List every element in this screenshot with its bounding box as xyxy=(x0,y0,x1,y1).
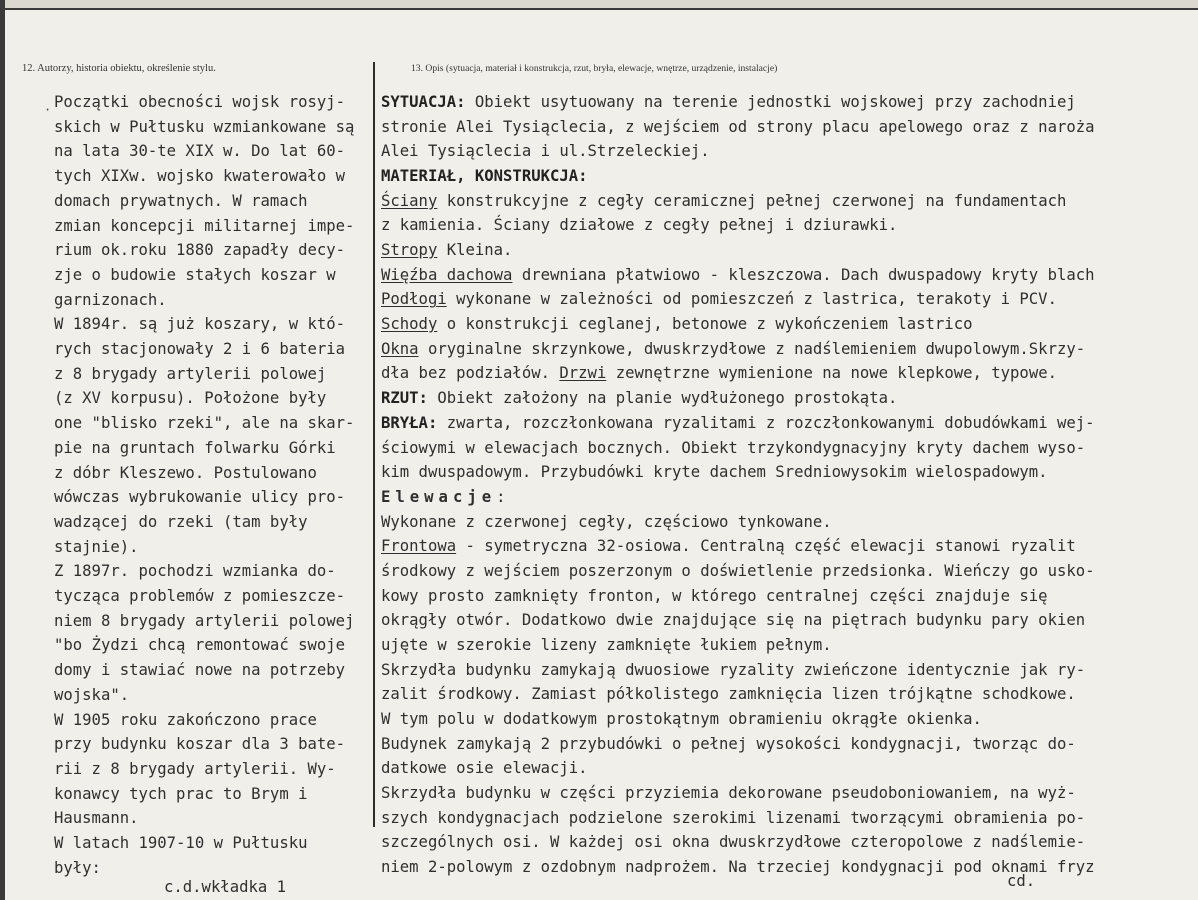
line-text: ściowymi w elewacjach bocznych. Obiekt trzykondygnacyjny kryty dachem wyso- xyxy=(381,438,1086,457)
history-line: W 1905 roku zakończono prace xyxy=(54,710,317,729)
history-line: rium ok.roku 1880 zapadły decy- xyxy=(54,241,346,260)
line-text: W tym polu w dodatkowym prostokątnym obramieniu okrągłe okienka. xyxy=(381,710,982,728)
line-text: Obiekt usytuowany na terenie jednostki wojskowej przy zachodniej xyxy=(465,93,1076,111)
description-line xyxy=(381,240,512,260)
history-line: wojska". xyxy=(54,685,130,704)
history-line: stajnie). xyxy=(54,537,139,556)
description-line xyxy=(381,660,1085,680)
history-line: (z XV korpusu). Położone były xyxy=(54,389,327,408)
line-text: zalit środkowy. Zamiast półkolistego zamknięcia lizen trójkątne schodkowe. xyxy=(381,685,1076,704)
bullet-mark: · xyxy=(44,103,52,117)
history-line: tych XIXw. wojsko kwaterowało w xyxy=(54,167,346,186)
history-line: one "blisko rzeki", ale na skar- xyxy=(54,414,355,433)
description-line xyxy=(381,289,1057,309)
description-line xyxy=(381,413,1095,433)
description-line xyxy=(381,808,1085,828)
description-line xyxy=(381,561,1095,581)
line-text: drewniana płatwiowo - kleszczowa. Dach dwuspadowy kryty blach xyxy=(512,265,1095,284)
history-line: wówczas wybrukowanie ulicy pro- xyxy=(54,488,346,507)
history-line: przy budynku koszar dla 3 bate- xyxy=(54,735,346,754)
history-line: Hausmann. xyxy=(54,809,139,828)
line-text: wykonane w zależności od pomieszczeń z lastrica, terakoty i PCV. xyxy=(446,290,1057,309)
underlined-term: Stropy xyxy=(381,241,438,260)
description-line xyxy=(381,92,1076,112)
underlined-term: Więźba dachowa xyxy=(381,265,513,284)
line-text: stronie Alei Tysiąclecia, z wejściem od strony placu apelowego oraz z naroża xyxy=(381,117,1095,136)
description-line xyxy=(381,265,1095,285)
section-label: SYTUACJA: xyxy=(381,93,466,111)
history-line: tycząca problemów z pomieszcze- xyxy=(54,587,346,605)
section-13-heading: 13. Opis (sytuacja, materiał i konstrukcja, rzut, bryła, elewacje, wnętrze, urządzenie, instalacje) xyxy=(411,63,778,74)
line-text: Skrzydła budynku w części przyziemia dekorowane pseudoboniowaniem, na wyż- xyxy=(381,784,1076,803)
description-line xyxy=(381,610,1085,630)
description-line xyxy=(381,512,832,532)
history-line: rii z 8 brygady artylerii. Wy- xyxy=(54,759,336,778)
line-text: okrągły otwór. Dodatkowo dwie znajdujące się na piętrach budynku pary okien xyxy=(381,611,1086,630)
section-label: MATERIAŁ, KONSTRUKCJA: xyxy=(381,167,588,186)
description-line xyxy=(381,117,1095,137)
history-line: Z 1897r. pochodzi wzmianka do- xyxy=(54,562,336,581)
history-line: na lata 30-te XIX w. Do lat 60- xyxy=(54,142,346,161)
underlined-term: Frontowa xyxy=(381,537,457,556)
line-text: Wykonane z czerwonej cegły, częściowo tynkowane. xyxy=(381,512,832,531)
line-text: datkowe osie elewacji. xyxy=(381,759,588,778)
history-line: domy i stawiać nowe na potrzeby xyxy=(54,661,346,680)
history-line: "bo Żydzi chcą remontować swoje xyxy=(54,636,346,655)
description-line xyxy=(381,438,1085,458)
history-line: garnizonach. xyxy=(54,290,167,309)
history-line: W 1894r. są już koszary, w któ- xyxy=(54,315,346,334)
description-line xyxy=(381,215,897,235)
description-line xyxy=(381,363,1057,383)
line-text: z kamienia. Ściany działowe z cegły pełnej i dziurawki. xyxy=(381,216,898,235)
description-line xyxy=(381,339,1085,359)
description-line xyxy=(381,536,1076,556)
description-line xyxy=(381,388,897,408)
column-divider xyxy=(373,62,375,827)
description-line xyxy=(381,487,506,507)
line-text: zewnętrzne wymienione na nowe klepkowe, typowe. xyxy=(606,364,1057,383)
line-text: - symetryczna 32-osiowa. Centralną część elewacji stanowi ryzalit xyxy=(456,537,1076,556)
line-text: kowy prosto zamknięty fronton, w którego centralnej części znajduje się xyxy=(381,586,1048,605)
line-text: oryginalne skrzynkowe, dwuskrzydłowe z nadślemieniem dwupolowym.Skrzy- xyxy=(418,339,1086,358)
history-line: były: xyxy=(54,858,101,877)
line-text: środkowy z wejściem poszerzonym o doświetlenie przedsionka. Wieńczy go usko- xyxy=(381,561,1095,580)
history-line: z 8 brygady artylerii polowej xyxy=(54,364,327,383)
line-text: Obiekt założony na planie wydłużonego prostokąta. xyxy=(427,389,898,408)
line-text: zwarta, rozczłonkowana ryzalitami z rozczłonkowanymi dobudówkami wej- xyxy=(437,413,1095,432)
line-text: Kleina. xyxy=(437,241,513,260)
line-text: : xyxy=(496,487,506,506)
history-line: wadzącej do rzeki (tam były xyxy=(54,512,308,531)
history-line: Początki obecności wojsk rosyj- xyxy=(54,93,346,111)
description-line xyxy=(381,783,1076,803)
line-text: o konstrukcji ceglanej, betonowe z wykończeniem lastrico xyxy=(437,315,973,334)
section-label: RZUT: xyxy=(381,389,428,408)
line-text: niem 2-polowym z ozdobnym nadprożem. Na trzeciej kondygnacji pod oknami fryz xyxy=(381,858,1095,877)
line-text: szczególnych osi. W każdej osi okna dwuskrzydłowe czteropolowe z nadślemie- xyxy=(381,833,1086,852)
spaced-heading: Elewacje xyxy=(381,487,497,506)
history-line: zje o budowie stałych koszar w xyxy=(54,265,336,284)
section-12-heading: 12. Autorzy, historia obiektu, określenie stylu. xyxy=(22,63,216,74)
underlined-term: Drzwi xyxy=(559,364,607,383)
history-line: zmian koncepcji militarnej impe- xyxy=(54,216,355,235)
history-line: niem 8 brygady artylerii polowej xyxy=(54,611,355,630)
description-line xyxy=(381,832,1085,852)
history-line: domach prywatnych. W ramach xyxy=(54,191,308,210)
line-text: kim dwuspadowym. Przybudówki kryte dachem Sredniowysokim wielospadowym. xyxy=(381,463,1048,482)
history-line: skich w Pułtusku wzmiankowane są xyxy=(54,117,355,136)
continuation-note-right: cd. xyxy=(1007,872,1036,890)
description-line xyxy=(381,586,1048,606)
description-line xyxy=(381,734,1076,754)
description-line xyxy=(381,635,832,655)
description-line xyxy=(381,709,982,729)
underlined-term: Schody xyxy=(381,315,438,334)
section-label: BRYŁA: xyxy=(381,413,438,432)
description-line xyxy=(381,462,1048,482)
history-line: pie na gruntach folwarku Górki xyxy=(54,438,336,457)
description-line xyxy=(381,758,588,778)
underlined-term: Ściany xyxy=(381,191,438,210)
underlined-term: Podłogi xyxy=(381,290,447,309)
description-line xyxy=(381,684,1076,704)
line-text: Alei Tysiąclecia i ul.Strzeleckiej. xyxy=(381,142,710,161)
line-text: dła bez podziałów. xyxy=(381,364,560,383)
history-line: W latach 1907-10 w Pułtusku xyxy=(54,834,308,852)
line-text: Budynek zamykają 2 przybudówki o pełnej wysokości kondygnacji, tworząc do- xyxy=(381,734,1076,753)
underlined-term: Okna xyxy=(381,339,419,358)
description-line xyxy=(381,857,1095,877)
history-line: z dóbr Kleszewo. Postulowano xyxy=(54,463,317,482)
description-line xyxy=(381,314,972,334)
description-line xyxy=(381,141,710,161)
line-text: ujęte w szerokie lizeny zamknięte łukiem pełnym. xyxy=(381,635,832,654)
line-text: Skrzydła budynku zamykają dwuosiowe ryzality zwieńczone identycznie jak ry- xyxy=(381,660,1086,679)
line-text: szych kondygnacjach podzielone szerokimi lizenami tworzącymi obramienia po- xyxy=(381,808,1086,827)
description-line xyxy=(381,166,588,186)
description-line xyxy=(381,191,1066,211)
history-line: rych stacjonowały 2 i 6 bateria xyxy=(54,340,346,358)
line-text: konstrukcyjne z cegły ceramicznej pełnej czerwonej na fundamentach xyxy=(437,191,1067,210)
scan-top-edge xyxy=(0,0,1198,10)
scan-left-edge xyxy=(0,0,5,900)
continuation-note-left: c.d.wkładka 1 xyxy=(164,878,287,896)
history-line: konawcy tych prac to Brym i xyxy=(54,784,308,803)
